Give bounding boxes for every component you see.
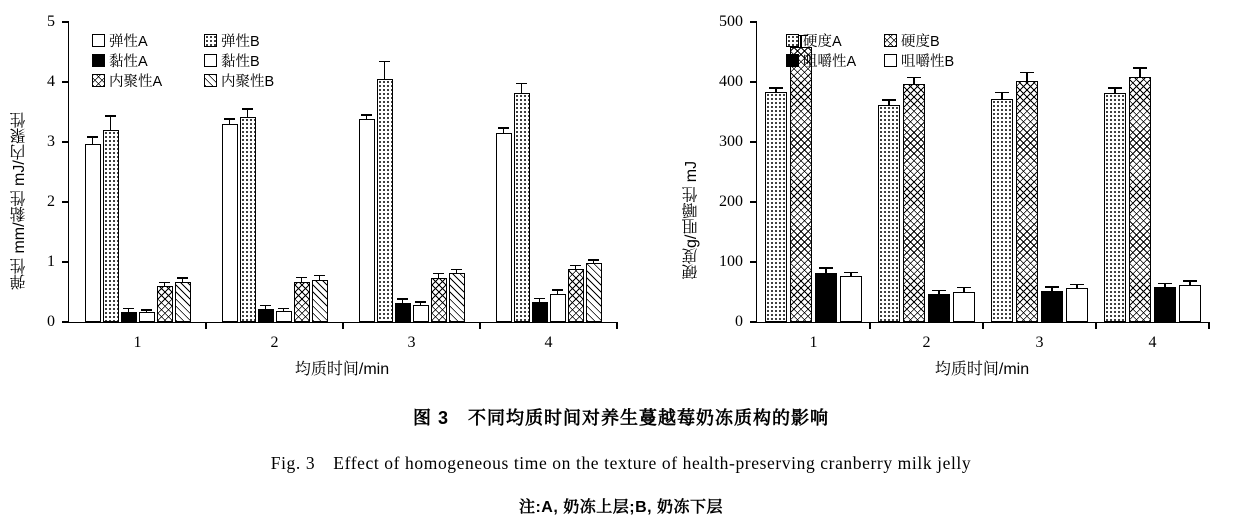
error-bar (775, 89, 776, 93)
bar (103, 130, 119, 322)
error-bar (1076, 285, 1077, 287)
error-bar (1189, 282, 1190, 285)
bar (1041, 291, 1063, 322)
error-bar (92, 138, 93, 144)
error-bar (1051, 288, 1052, 291)
error-bar (247, 110, 248, 117)
bar (276, 311, 292, 322)
bar (568, 269, 584, 322)
bar (903, 84, 925, 322)
legend-left (92, 30, 274, 90)
x-tick-label: 2 (270, 334, 279, 351)
error-bar (402, 300, 403, 303)
error-bar-cap (882, 99, 896, 100)
error-bar (438, 274, 439, 278)
y-tick-mark (750, 21, 757, 22)
legend-item (92, 30, 204, 51)
error-bar (557, 291, 558, 294)
bar (85, 144, 101, 322)
error-bar (1139, 69, 1140, 77)
y-tick-label: 300 (719, 133, 743, 150)
error-bar (593, 261, 594, 263)
y-tick-mark (750, 261, 757, 262)
error-bar-cap (769, 87, 783, 88)
error-bar (420, 303, 421, 305)
error-bar (265, 306, 266, 308)
x-tick-mark (342, 322, 343, 329)
error-bar-cap (87, 136, 97, 137)
bar (240, 117, 256, 322)
bar (586, 263, 602, 322)
bar (449, 273, 465, 322)
y-tick-label: 0 (47, 313, 55, 330)
y-tick-label: 400 (719, 73, 743, 90)
legend-item (204, 30, 260, 51)
bar (550, 294, 566, 322)
x-tick-mark (205, 322, 206, 329)
error-bar (301, 278, 302, 282)
bar (1016, 81, 1038, 322)
error-bar-cap (296, 277, 306, 278)
error-bar (888, 101, 889, 106)
bar (1104, 93, 1126, 322)
bar (878, 105, 900, 322)
bar (953, 292, 975, 322)
error-bar-cap (1108, 87, 1122, 88)
bar (258, 309, 274, 322)
legend-swatch-icon (786, 34, 799, 47)
error-bar (283, 309, 284, 311)
bar (312, 280, 328, 322)
x-tick-mark (1095, 322, 1096, 329)
error-bar-cap (379, 61, 389, 62)
error-bar (1114, 89, 1115, 94)
error-bar-cap (819, 267, 833, 268)
bar (1154, 287, 1176, 322)
x-tick-mark (616, 322, 617, 329)
x-tick-label: 2 (922, 334, 931, 351)
error-bar-cap (141, 309, 151, 310)
bar (991, 99, 1013, 322)
legend-label: 内聚性B (221, 73, 275, 90)
x-tick-label: 1 (809, 334, 818, 351)
error-bar (825, 269, 826, 273)
error-bar (1164, 284, 1165, 287)
y-tick-mark (62, 261, 69, 262)
bar (413, 305, 429, 322)
error-bar (164, 283, 165, 286)
legend-label: 弹性A (109, 33, 148, 50)
bar (790, 47, 812, 322)
error-bar-cap (907, 77, 921, 78)
x-tick-mark (479, 322, 480, 329)
legend-label: 咀嚼性B (901, 53, 955, 70)
bar (514, 93, 530, 322)
legend-item (786, 50, 884, 71)
bar (395, 303, 411, 322)
legend-swatch-icon (204, 34, 217, 47)
error-bar-cap (159, 282, 169, 283)
y-axis-label-left: 弹性 mm/黏性 mJ/内聚性 (11, 112, 28, 290)
error-bar-cap (1183, 280, 1197, 281)
caption-english: Fig. 3 Effect of homogeneous time on the texture of health-preserving cranberry milk jelly (270, 453, 972, 473)
y-axis-label-right: 硬度g/咀嚼性 mJ (683, 160, 700, 280)
x-tick-label: 4 (544, 334, 553, 351)
error-bar (1001, 93, 1002, 99)
error-bar-cap (588, 259, 598, 260)
bar (294, 282, 310, 322)
y-tick-mark (750, 201, 757, 202)
y-tick-mark (62, 321, 69, 322)
error-bar (456, 270, 457, 273)
bar (532, 302, 548, 322)
bar (139, 312, 155, 322)
error-bar (963, 288, 964, 292)
legend-swatch-icon (204, 54, 217, 67)
legend-swatch-icon (92, 54, 105, 67)
x-axis-label-right: 均质时间/min (934, 361, 1030, 378)
error-bar (938, 291, 939, 294)
y-tick-label: 2 (47, 193, 55, 210)
bar (431, 278, 447, 322)
error-bar-cap (570, 265, 580, 266)
error-bar-cap (1070, 284, 1084, 285)
error-bar-cap (1020, 72, 1034, 73)
legend-swatch-icon (884, 54, 897, 67)
error-bar-cap (1133, 67, 1147, 68)
legend-label: 咀嚼性A (803, 53, 857, 70)
legend-label: 内聚性A (109, 73, 163, 90)
error-bar-cap (932, 290, 946, 291)
caption-chinese: 图 3 不同均质时间对养生蔓越莓奶冻质构的影响 (412, 408, 829, 428)
legend-swatch-icon (204, 74, 217, 87)
error-bar-cap (224, 118, 234, 119)
error-bar (366, 116, 367, 120)
bar (222, 124, 238, 322)
legend-item (204, 50, 260, 71)
y-tick-label: 0 (735, 313, 743, 330)
error-bar-cap (415, 301, 425, 302)
error-bar-cap (534, 298, 544, 299)
legend-item (884, 30, 940, 51)
error-bar-cap (105, 115, 115, 116)
y-tick-mark (750, 81, 757, 82)
error-bar (539, 299, 540, 302)
error-bar (384, 62, 385, 79)
bar (1129, 77, 1151, 322)
error-bar (319, 276, 320, 280)
x-tick-label: 1 (133, 334, 142, 351)
y-tick-mark (62, 21, 69, 22)
y-tick-label: 500 (719, 13, 743, 30)
y-tick-mark (750, 141, 757, 142)
bar (496, 133, 512, 322)
y-tick-label: 5 (47, 13, 55, 30)
bar (377, 79, 393, 322)
error-bar-cap (397, 298, 407, 299)
bar (928, 294, 950, 322)
y-tick-label: 100 (719, 253, 743, 270)
x-axis-label-left: 均质时间/min (294, 361, 390, 378)
error-bar (913, 78, 914, 83)
error-bar-cap (1158, 283, 1172, 284)
x-tick-mark (869, 322, 870, 329)
error-bar (229, 120, 230, 124)
legend-label: 硬度B (901, 33, 940, 50)
error-bar (1026, 73, 1027, 81)
error-bar-cap (260, 305, 270, 306)
error-bar (575, 266, 576, 269)
legend-item (786, 30, 884, 51)
error-bar (503, 129, 504, 133)
error-bar-cap (177, 277, 187, 278)
caption-note: 注:A, 奶冻上层;B, 奶冻下层 (518, 499, 724, 516)
x-tick-label: 4 (1148, 334, 1157, 351)
x-tick-mark (1208, 322, 1209, 329)
error-bar (182, 279, 183, 283)
legend-label: 硬度A (803, 33, 842, 50)
legend-item (884, 50, 954, 71)
y-tick-mark (62, 141, 69, 142)
bar (765, 92, 787, 322)
legend-item (92, 70, 204, 91)
error-bar-cap (1045, 286, 1059, 287)
error-bar-cap (314, 275, 324, 276)
error-bar-cap (498, 127, 508, 128)
error-bar-cap (844, 272, 858, 273)
legend-right (786, 30, 954, 70)
y-tick-mark (62, 201, 69, 202)
bar (1066, 288, 1088, 322)
legend-swatch-icon (92, 74, 105, 87)
y-tick-label: 3 (47, 133, 55, 150)
y-tick-mark (750, 321, 757, 322)
bar (121, 312, 137, 322)
error-bar-cap (123, 308, 133, 309)
y-tick-label: 4 (47, 73, 55, 90)
chart-left (0, 0, 640, 390)
error-bar-cap (995, 92, 1009, 93)
legend-item (204, 70, 274, 91)
legend-swatch-icon (92, 34, 105, 47)
legend-label: 黏性B (221, 53, 260, 70)
bar (157, 286, 173, 322)
error-bar-cap (278, 308, 288, 309)
y-tick-mark (62, 81, 69, 82)
error-bar-cap (552, 289, 562, 290)
error-bar (128, 309, 129, 311)
error-bar (110, 117, 111, 130)
y-tick-label: 200 (719, 193, 743, 210)
error-bar (146, 311, 147, 313)
x-tick-label: 3 (1035, 334, 1044, 351)
x-tick-label: 3 (407, 334, 416, 351)
bar (359, 119, 375, 322)
error-bar-cap (957, 287, 971, 288)
bar (1179, 285, 1201, 322)
x-tick-mark (982, 322, 983, 329)
error-bar (521, 84, 522, 92)
legend-swatch-icon (786, 54, 799, 67)
error-bar-cap (361, 114, 371, 115)
legend-label: 弹性B (221, 33, 260, 50)
chart-right (640, 0, 1242, 390)
y-tick-label: 1 (47, 253, 55, 270)
legend-label: 黏性A (109, 53, 148, 70)
legend-item (92, 50, 204, 71)
bar (840, 276, 862, 322)
error-bar-cap (451, 269, 461, 270)
error-bar-cap (433, 273, 443, 274)
bar (175, 282, 191, 322)
error-bar-cap (516, 83, 526, 84)
error-bar-cap (242, 108, 252, 109)
legend-swatch-icon (884, 34, 897, 47)
bar (815, 273, 837, 322)
error-bar (850, 273, 851, 275)
